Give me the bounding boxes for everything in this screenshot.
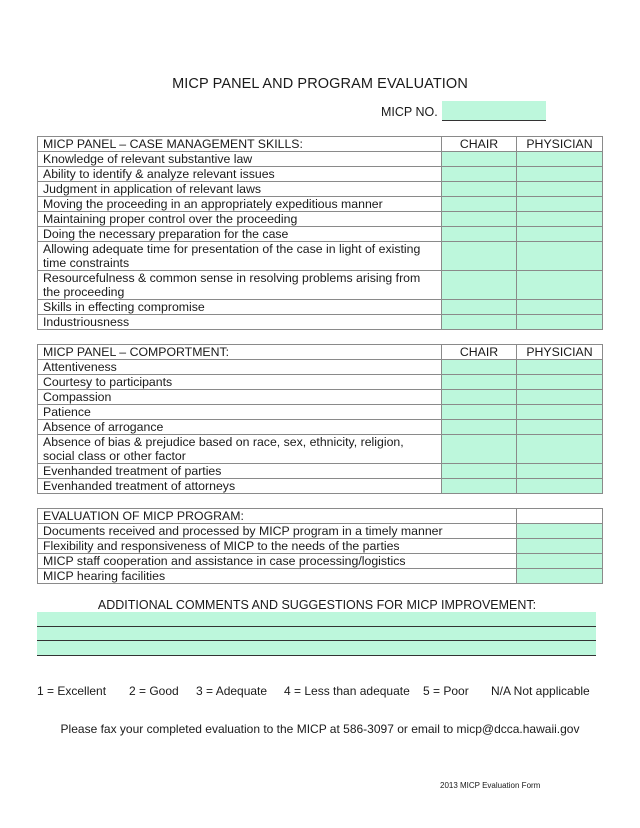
row-label: Knowledge of relevant substantive law: [38, 152, 442, 167]
row-label: Courtesy to participants: [38, 375, 442, 390]
table-row: [38, 464, 603, 479]
physician-rating-field[interactable]: [517, 375, 603, 390]
program-rating-field[interactable]: [517, 524, 603, 539]
column-header-chair: CHAIR: [442, 137, 517, 152]
section-heading: MICP PANEL – CASE MANAGEMENT SKILLS:: [38, 137, 442, 152]
row-label: Absence of bias & prejudice based on race, sex, ethnicity, religion, social class or other factor: [38, 435, 442, 464]
table-row: [38, 524, 603, 539]
physician-rating-field[interactable]: [517, 212, 603, 227]
legend-item: 3 = Adequate: [196, 684, 268, 698]
table-row: [38, 300, 603, 315]
legend-item: 4 = Less than adequate: [284, 684, 410, 698]
chair-rating-field[interactable]: [442, 152, 517, 167]
program-rating-field[interactable]: [517, 569, 603, 584]
row-label: Judgment in application of relevant laws: [38, 182, 442, 197]
table-row: [38, 405, 603, 420]
row-label: Compassion: [38, 390, 442, 405]
program-evaluation-table: [37, 508, 603, 584]
physician-rating-field[interactable]: [517, 182, 603, 197]
table-header-row: [38, 509, 603, 524]
chair-rating-field[interactable]: [442, 375, 517, 390]
legend-item: N/A Not applicable: [491, 684, 590, 698]
comment-line-field[interactable]: [37, 612, 596, 627]
table-row: [38, 435, 603, 464]
table-row: [38, 420, 603, 435]
table-row: [38, 554, 603, 569]
row-label: Ability to identify & analyze relevant issues: [38, 167, 442, 182]
legend-item: 1 = Excellent: [37, 684, 107, 698]
micp-number-field[interactable]: [442, 101, 546, 121]
physician-rating-field[interactable]: [517, 390, 603, 405]
physician-rating-field[interactable]: [517, 242, 603, 271]
row-label: Documents received and processed by MICP program in a timely manner: [38, 524, 517, 539]
chair-rating-field[interactable]: [442, 479, 517, 494]
physician-rating-field[interactable]: [517, 420, 603, 435]
section-heading: EVALUATION OF MICP PROGRAM:: [38, 509, 517, 524]
chair-rating-field[interactable]: [442, 315, 517, 330]
table-row: [38, 360, 603, 375]
row-label: Flexibility and responsiveness of MICP to the needs of the parties: [38, 539, 517, 554]
chair-rating-field[interactable]: [442, 182, 517, 197]
chair-rating-field[interactable]: [442, 227, 517, 242]
row-label: Skills in effecting compromise: [38, 300, 442, 315]
chair-rating-field[interactable]: [442, 435, 517, 464]
table-row: [38, 197, 603, 212]
micp-number-label: MICP NO.: [381, 105, 438, 119]
physician-rating-field[interactable]: [517, 271, 603, 300]
physician-rating-field[interactable]: [517, 435, 603, 464]
row-label: Doing the necessary preparation for the case: [38, 227, 442, 242]
legend-item: 5 = Poor: [423, 684, 469, 698]
chair-rating-field[interactable]: [442, 242, 517, 271]
row-label: Maintaining proper control over the proceeding: [38, 212, 442, 227]
chair-rating-field[interactable]: [442, 420, 517, 435]
table-row: [38, 167, 603, 182]
form-footer: 2013 MICP Evaluation Form: [440, 781, 541, 790]
column-header-blank: [517, 509, 603, 524]
physician-rating-field[interactable]: [517, 300, 603, 315]
chair-rating-field[interactable]: [442, 212, 517, 227]
row-label: Evenhanded treatment of parties: [38, 464, 442, 479]
table-row: [38, 212, 603, 227]
row-label: MICP staff cooperation and assistance in case processing/logistics: [38, 554, 517, 569]
table-row: [38, 569, 603, 584]
chair-rating-field[interactable]: [442, 300, 517, 315]
row-label: Evenhanded treatment of attorneys: [38, 479, 442, 494]
row-label: Industriousness: [38, 315, 442, 330]
section-heading: MICP PANEL – COMPORTMENT:: [38, 345, 442, 360]
physician-rating-field[interactable]: [517, 464, 603, 479]
table-row: [38, 479, 603, 494]
physician-rating-field[interactable]: [517, 197, 603, 212]
chair-rating-field[interactable]: [442, 197, 517, 212]
column-header-physician: PHYSICIAN: [517, 137, 603, 152]
legend-item: 2 = Good: [129, 684, 179, 698]
chair-rating-field[interactable]: [442, 360, 517, 375]
column-header-physician: PHYSICIAN: [517, 345, 603, 360]
table-row: [38, 271, 603, 300]
table-row: [38, 182, 603, 197]
row-label: Attentiveness: [38, 360, 442, 375]
physician-rating-field[interactable]: [517, 315, 603, 330]
chair-rating-field[interactable]: [442, 271, 517, 300]
physician-rating-field[interactable]: [517, 405, 603, 420]
table-row: [38, 390, 603, 405]
comportment-table: [37, 344, 603, 494]
comments-area: [37, 612, 596, 656]
fax-instructions: Please fax your completed evaluation to the MICP at 586-3097 or email to micp@dcca.hawaii.gov: [60, 722, 580, 736]
program-rating-field[interactable]: [517, 554, 603, 569]
table-row: [38, 375, 603, 390]
table-row: [38, 539, 603, 554]
case-management-table: [37, 136, 603, 330]
table-row: [38, 315, 603, 330]
micp-number-row: [381, 101, 546, 121]
physician-rating-field[interactable]: [517, 227, 603, 242]
row-label: Absence of arrogance: [38, 420, 442, 435]
physician-rating-field[interactable]: [517, 167, 603, 182]
table-row: [38, 227, 603, 242]
page-title: MICP PANEL AND PROGRAM EVALUATION: [172, 76, 468, 92]
row-label: Moving the proceeding in an appropriately expeditious manner: [38, 197, 442, 212]
program-rating-field[interactable]: [517, 539, 603, 554]
chair-rating-field[interactable]: [442, 464, 517, 479]
physician-rating-field[interactable]: [517, 479, 603, 494]
physician-rating-field[interactable]: [517, 152, 603, 167]
table-header-row: [38, 345, 603, 360]
physician-rating-field[interactable]: [517, 360, 603, 375]
row-label: MICP hearing facilities: [38, 569, 517, 584]
comments-heading: ADDITIONAL COMMENTS AND SUGGESTIONS FOR MICP IMPROVEMENT:: [97, 598, 537, 612]
row-label: Patience: [38, 405, 442, 420]
chair-rating-field[interactable]: [442, 167, 517, 182]
chair-rating-field[interactable]: [442, 405, 517, 420]
row-label: Resourcefulness & common sense in resolving problems arising from the proceeding: [38, 271, 442, 300]
row-label: Allowing adequate time for presentation of the case in light of existing time constraints: [38, 242, 442, 271]
table-header-row: [38, 137, 603, 152]
table-row: [38, 242, 603, 271]
table-row: [38, 152, 603, 167]
rating-legend: [37, 684, 597, 698]
comment-line-field[interactable]: [37, 641, 596, 656]
comment-line-field[interactable]: [37, 627, 596, 642]
column-header-chair: CHAIR: [442, 345, 517, 360]
chair-rating-field[interactable]: [442, 390, 517, 405]
